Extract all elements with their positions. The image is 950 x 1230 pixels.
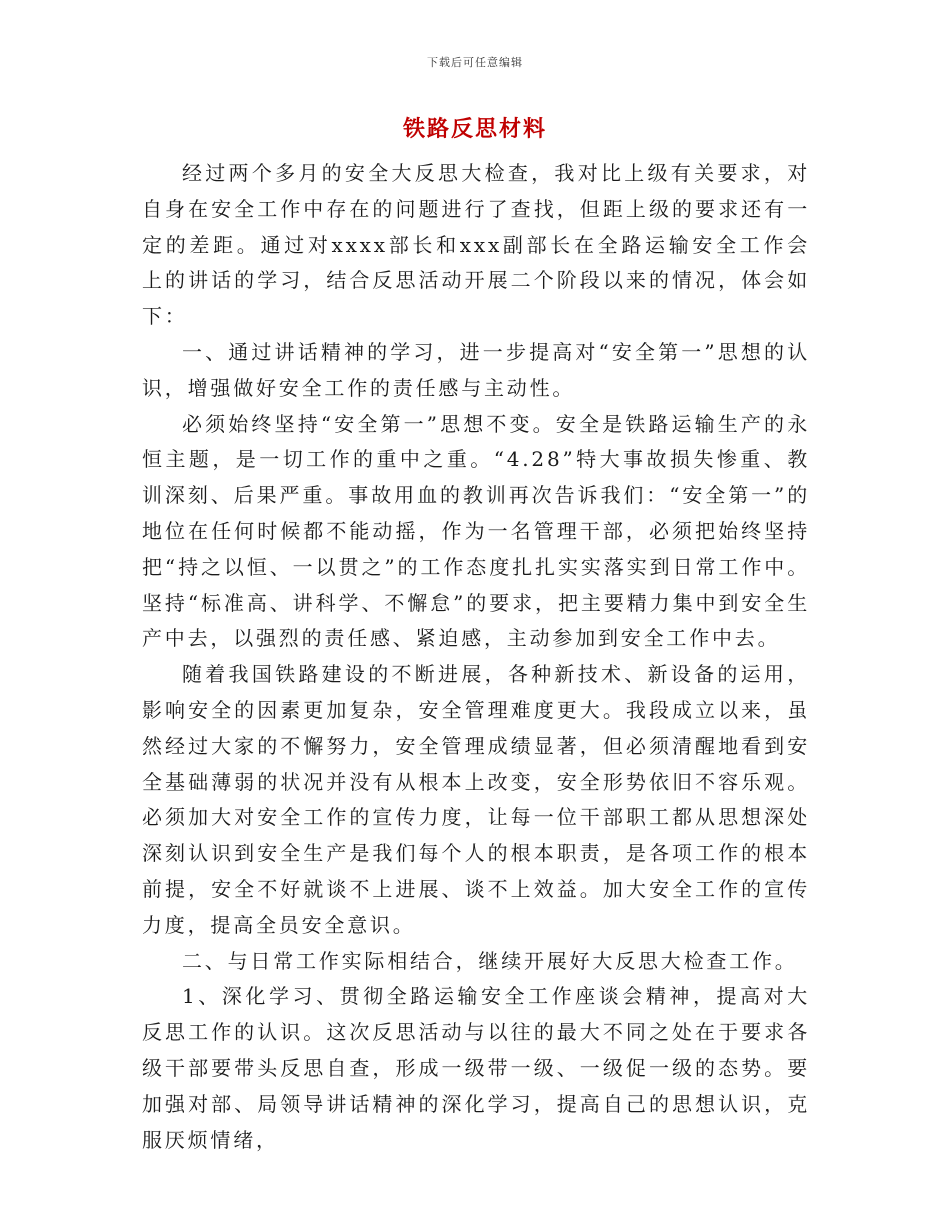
paragraph-5: 二、与日常工作实际相结合，继续开展好大反思大检查工作。 — [182, 948, 798, 973]
paragraph-1: 经过两个多月的安全大反思大检查，我对比上级有关要求，对自身在安全工作中存在的问题进行了查找，但距上级的要求还有一定的差距。通过对xxxx部长和xxx副部长在全路运输安全工作会上的讲话的学习，结合反思活动开展二个阶段以来的情况，体会如下： — [142, 161, 810, 329]
document-title: 铁路反思材料 — [402, 116, 547, 142]
paragraph-6: 1、深化学习、贯彻全路运输安全工作座谈会精神，提高对大反思工作的认识。这次反思活动与以往的最大不同之处在于要求各级干部要带头反思自查，形成一级带一级、一级促一级的态势。要加强对部、局领导讲话精神的深化学习，提高自己的思想认识，克服厌烦情绪， — [142, 984, 810, 1152]
paragraph-2: 一、通过讲话精神的学习，进一步提高对“安全第一”思想的认识，增强做好安全工作的责任感与主动性。 — [142, 339, 810, 400]
paragraph-3: 必须始终坚持“安全第一”思想不变。安全是铁路运输生产的永恒主题，是一切工作的重中之重。“4.28”特大事故损失惨重、教训深刻、后果严重。事故用血的教训再次告诉我们：“安全第一”的地位在任何时候都不能动摇，作为一名管理干部，必须把始终坚持把“持之以恒、一以贯之”的工作态度扎扎实实落实到日常工作中。坚持“标准高、讲科学、不懈怠”的要求，把主要精力集中到安全生产中去，以强烈的责任感、紧迫感，主动参加到安全工作中去。 — [142, 411, 810, 651]
paragraph-4: 随着我国铁路建设的不断进展，各种新技术、新设备的运用，影响安全的因素更加复杂，安全管理难度更大。我段成立以来，虽然经过大家的不懈努力，安全管理成绩显著，但必须清醒地看到安全基础薄弱的状况并没有从根本上改变，安全形势依旧不容乐观。必须加大对安全工作的宣传力度，让每一位干部职工都从思想深处深刻认识到安全生产是我们每个人的根本职责，是各项工作的根本前提，安全不好就谈不上进展、谈不上效益。加大安全工作的宣传力度，提高全员安全意识。 — [142, 662, 810, 937]
header-note: 下载后可任意编辑 — [427, 56, 523, 69]
document-body — [142, 156, 810, 1158]
